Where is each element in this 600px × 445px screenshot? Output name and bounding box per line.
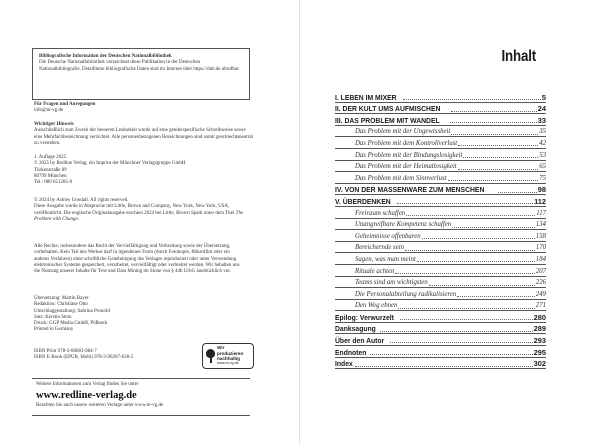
toc-page-number: 65 [539, 163, 546, 171]
toc-dot-leader [355, 366, 532, 367]
toc-dot-leader [463, 157, 538, 158]
notice-text: Ausschließlich zum Zweck der besseren Lesbarkeit wurde auf eine genderspezifische Schreibweise sowie eine Mehrfachbezeichnung verzichtet. Alle personenbezogenen Bezeichnungen sind somit geschlechtsneutral zu verstehen. [34, 128, 253, 146]
toc-dot-leader [450, 122, 537, 123]
toc-section-entry[interactable] [335, 161, 546, 173]
toc-entry-label: III. DAS PROBLEM MIT WANDEL [335, 115, 440, 125]
toc-chapter-entry[interactable] [335, 334, 546, 346]
toc-entry-label: Freiraum schaffen [355, 209, 406, 217]
edition-block [34, 155, 254, 186]
edition-line: 80799 München [34, 173, 67, 179]
toc-entry-label: Unangreifbare Kompetenz schaffen [355, 221, 452, 229]
toc-page-number: 280 [533, 312, 546, 322]
badge-line: Wir produzieren [217, 345, 244, 356]
isbn-line: ISBN Print 978-3-86881-984-7 [34, 349, 97, 354]
credit-line: Umschlaggestaltung: Sabrina Pronold [34, 308, 110, 314]
toc-section-entry[interactable] [335, 277, 546, 289]
toc-entry-label: Endnoten [335, 347, 367, 357]
toc-page-number: 158 [535, 232, 546, 240]
toc-entry-label: Geheimnisse offenbaren [355, 232, 421, 240]
toc-entry-label: I. LEBEN IM MIXER [335, 92, 397, 102]
rights-text: Alle Rechte, insbesondere das Recht der Vervielfältigung und Verbreitung sowie der Übersetzung, vorbehalten. Kein Teil des Werkes darf in irgendeiner Form (durch Fotokopie, Mikrofilm oder ein anderes Verfahren) ohne schriftliche Genehmigung des Verlages reproduziert oder unter Verwendung elektronischer Systeme gespeichert, verarbeitet, vervielfältigt oder verbreitet werden. Wir behalten uns die Nutzung unserer Inhalte für Text und Data Mining im Sinne von § 44b UrhG ausdrücklich vor. [34, 244, 240, 275]
toc-page-number: 271 [535, 302, 546, 310]
notice-title: Wichtiger Hinweis [34, 122, 74, 127]
toc-entry-label: Das Problem mit der Bindungslosigkeit [355, 151, 463, 159]
contact-email[interactable]: info@m-vg.de [34, 108, 64, 114]
toc-section-entry[interactable] [335, 149, 546, 161]
toc-page-number: 33 [537, 115, 546, 125]
sustainability-badge [202, 343, 254, 369]
toc-chapter-entry[interactable] [335, 114, 546, 126]
biblio-title: Bibliografische Information der Deutschen Nationalbibliothek [39, 54, 172, 59]
publisher-web-box [32, 378, 250, 416]
toc-dot-leader [451, 111, 537, 112]
credit-line: Druck: GGP Media GmbH, Pößneck [34, 321, 108, 327]
web-intro: Weitere Informationen zum Verlag finden Sie unter [36, 382, 139, 387]
toc-section-entry[interactable] [335, 137, 546, 149]
toc-dot-leader [452, 227, 535, 228]
toc-entry-label: II. DER KULT UMS AUFMISCHEN [335, 104, 441, 114]
toc-dot-leader [458, 169, 539, 170]
toc-page-number: 134 [535, 221, 546, 229]
toc-page-number: 184 [535, 255, 546, 263]
toc-entry-label: Teams sind am wichtigsten [355, 279, 428, 287]
toc-entry-label: Die Personalabteilung radikalisieren [355, 290, 457, 298]
toc-entry-label: Das Problem mit dem Kontrollverlust [355, 139, 458, 147]
toc-entry-label: Das Problem mit der Heimatlosigkeit [355, 163, 457, 171]
toc-chapter-entry[interactable] [335, 184, 546, 196]
toc-entry-label: V. ÜBERDENKEN [335, 196, 391, 206]
tree-icon [206, 349, 215, 363]
toc-section-entry[interactable] [335, 265, 546, 277]
toc-page-number: 98 [537, 185, 546, 195]
toc-chapter-entry[interactable] [335, 358, 546, 370]
badge-line: nachhaltig [217, 356, 240, 361]
toc-chapter-entry[interactable] [335, 311, 546, 323]
toc-dot-leader [398, 308, 534, 309]
edition-line: © 2025 by Redline Verlag, ein Imprint der Münchner Verlagsgruppe GmbH [34, 161, 186, 167]
toc-page-number: 207 [535, 267, 546, 275]
contact-block [34, 102, 254, 115]
toc-dot-leader [397, 203, 534, 204]
toc-chapter-entry[interactable] [335, 323, 546, 335]
credit-line: Satz: Kerstin Stein [34, 314, 72, 320]
rights-block [34, 244, 246, 275]
web-more: Beachten Sie auch unsere weiteren Verlage unter www.m-vg.de [36, 403, 164, 409]
toc-dot-leader [422, 238, 535, 239]
toc-dot-leader [395, 273, 534, 274]
toc-section-entry[interactable] [335, 230, 546, 242]
toc-dot-leader [457, 296, 534, 297]
copyright-text: Diese Ausgabe wurde in Absprache mit Little, Brown and Company, New York, New York, USA, veröffentlicht. Die englische Originalausgabe erschien 2024 bei Little, Brown Spark unter dem Titel [34, 204, 236, 216]
notice-block [34, 122, 254, 147]
toc-page-number: 295 [533, 347, 546, 357]
toc-entry-label: Bereichernde sein [355, 244, 405, 252]
toc-page-number: 293 [533, 336, 546, 346]
toc-page-number: 170 [535, 244, 546, 252]
credit-line: Printed in Germany [34, 327, 74, 333]
toc-chapter-entry[interactable] [335, 195, 546, 207]
toc-dot-leader [451, 134, 538, 135]
toc-dot-leader [417, 261, 535, 262]
toc-dot-leader [380, 331, 532, 332]
toc-entry-label: Danksagung [335, 324, 376, 334]
copyright-line [34, 204, 254, 223]
toc-section-entry[interactable] [335, 253, 546, 265]
toc-chapter-entry[interactable] [335, 91, 546, 103]
toc-dot-leader [403, 99, 541, 100]
credits-block [34, 296, 254, 334]
toc-section-entry[interactable] [335, 300, 546, 312]
toc-page-number: 24 [537, 104, 546, 114]
toc-page-number: 5 [541, 92, 546, 102]
toc-section-entry[interactable] [335, 242, 546, 254]
credit-line: Redaktion: Christiane Otto [34, 302, 88, 308]
toc-entry-label: IV. VON DER MASSENWARE ZUM MENSCHEN [335, 185, 485, 195]
toc-page-number: 117 [536, 209, 546, 217]
toc-page-number: 112 [534, 196, 546, 206]
toc-entry-label: Den Weg ebnen [355, 302, 398, 310]
edition-line: Tel.: 089 651285-0 [34, 180, 73, 186]
biblio-text: Die Deutsche Nationalbibliothek verzeichnet diese Publikation in der Deutschen Nationalbibliografie. Detaillierte bibliografische Daten sind im Internet über https://dnb.de abrufbar. [39, 60, 240, 72]
toc-entry-label: Rituale achten [355, 267, 395, 275]
toc-dot-leader [400, 319, 533, 320]
toc-section-entry[interactable] [335, 207, 546, 219]
toc-section-entry[interactable] [335, 126, 546, 138]
bibliographic-info-box [32, 48, 250, 100]
toc-dot-leader [405, 250, 535, 251]
credit-line: Übersetzung: Martin Bayer [34, 296, 89, 301]
toc-chapter-entry[interactable] [335, 103, 546, 115]
copyright-line: © 2024 by Ashley Goodall. All rights reserved. [34, 198, 129, 203]
toc-dot-leader [458, 145, 538, 146]
edition-line: Türkenstraße 89 [34, 167, 67, 173]
toc-dot-leader [406, 215, 535, 216]
publisher-url[interactable]: www.redline-verlag.de [36, 390, 137, 402]
toc-section-entry[interactable] [335, 219, 546, 231]
table-of-contents [335, 91, 546, 369]
toc-section-entry[interactable] [335, 288, 546, 300]
toc-page-number: 75 [539, 174, 546, 182]
toc-entry-label: Sagen, was man meint [355, 255, 416, 263]
toc-dot-leader [390, 342, 533, 343]
page-title: Inhalt [501, 48, 536, 65]
toc-dot-leader [429, 285, 535, 286]
toc-entry-label: Das Problem mit der Ungewissheit [355, 128, 451, 136]
copyright-block [34, 198, 254, 223]
toc-page-number: 35 [539, 128, 546, 136]
contact-title: Für Fragen und Anregungen [34, 102, 96, 107]
toc-entry-label: Über den Autor [335, 336, 385, 346]
isbn-line: ISBN E-Book (EPUB, Mobi) 978-3-96267-628-5 [34, 355, 134, 361]
toc-entry-label: Das Problem mit dem Sinnverlust [355, 174, 447, 182]
toc-chapter-entry[interactable] [335, 346, 546, 358]
edition-line: 1. Auflage 2025 [34, 155, 67, 160]
badge-url: www.m-vg.de [217, 361, 239, 366]
toc-page-number: 302 [533, 359, 546, 369]
toc-page-number: 226 [535, 279, 546, 287]
badge-text [217, 345, 250, 367]
toc-entry-label: Epilog: Verwurzelt [335, 312, 394, 322]
copyright-end: . [77, 216, 79, 222]
toc-dot-leader [448, 180, 539, 181]
toc-entry-label: Index [335, 359, 353, 369]
original-title: The Problem with Change [34, 210, 244, 222]
toc-dot-leader [370, 354, 533, 355]
toc-page-number: 289 [533, 324, 546, 334]
toc-page-number: 42 [539, 139, 546, 147]
toc-dot-leader [498, 192, 536, 193]
toc-page-number: 249 [535, 290, 546, 298]
toc-section-entry[interactable] [335, 172, 546, 184]
toc-page-number: 53 [539, 151, 546, 159]
